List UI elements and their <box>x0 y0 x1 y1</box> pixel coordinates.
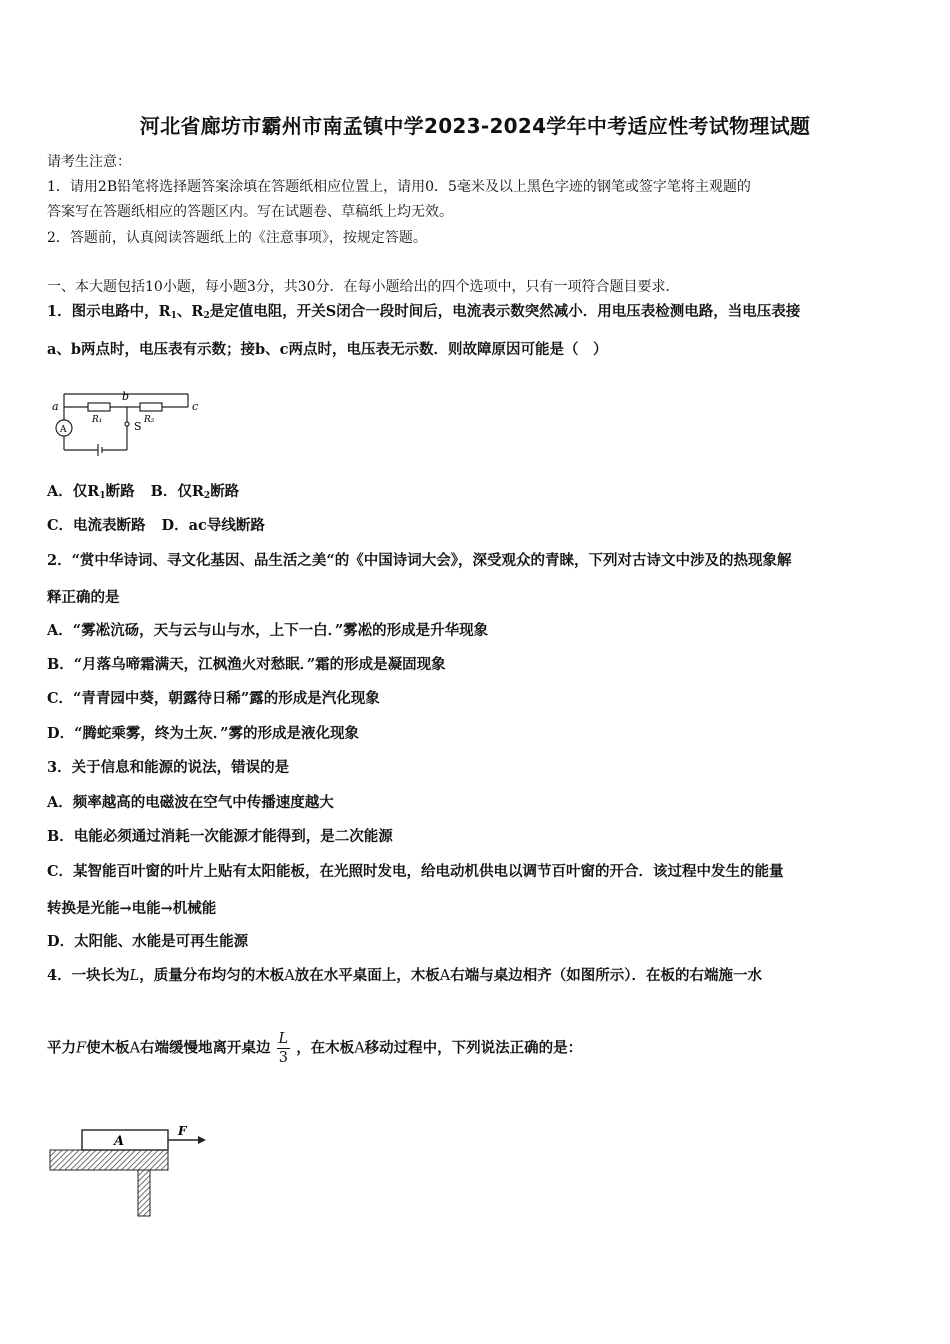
q2-option-d: D．“腾蛇乘雾，终为土灰．”雾的形成是液化现象 <box>47 725 360 742</box>
q3-option-c: C．某智能百叶窗的叶片上贴有太阳能板，在光照时发电，给电动机供电以调节百叶窗的开合．该过程中发生的能量 <box>47 863 784 880</box>
q1-circuit-diagram <box>50 386 210 456</box>
force-label: F <box>178 1124 187 1138</box>
q1-stem-line2: a、b两点时，电压表有示数；接b、c两点时，电压表无示数．则故障原因可能是（ ） <box>47 341 608 358</box>
q2-option-c: C．“青青园中葵，朝露待日稀”露的形成是汽化现象 <box>47 690 380 707</box>
section-heading: 一、本大题包括10小题，每小题3分，共30分．在每小题给出的四个选项中，只有一项符合题目要求． <box>47 279 680 295</box>
q1-option-ab: A．仅$R_1$断路 B．仅$R_2$断路 <box>47 483 240 501</box>
r1-label: R₁ <box>92 415 103 425</box>
q3-option-b: B．电能必须通过消耗一次能源才能得到，是二次能源 <box>47 828 393 845</box>
q2-stem: 2．“赏中华诗词、寻文化基因、品生活之美“的《中国诗词大会》，深受观众的青睐，下列对古诗文中涉及的热现象解 <box>47 552 792 569</box>
page-title: 河北省廊坊市霸州市南孟镇中学2023-2024学年中考适应性考试物理试题 <box>139 114 811 138</box>
fraction-l-over-3: $\frac{L}{3}$ <box>278 1031 289 1066</box>
q3-option-d: D．太阳能、水能是可再生能源 <box>47 933 249 950</box>
r2-label: R₂ <box>144 415 155 425</box>
q3-option-c-line2: 转换是光能→电能→机械能 <box>47 900 217 917</box>
notice-line-1: 1．请用2B铅笔将选择题答案涂填在答题纸相应位置上，请用0．5毫米及以上黑色字迹的钢笔或签字笔将主观题的 <box>47 179 751 195</box>
q3-option-a: A．频率越高的电磁波在空气中传播速度越大 <box>47 794 334 811</box>
arrow-right-icon <box>198 1136 206 1144</box>
q1-stem: 1．图示电路中，$R_1$、$R_2$是定值电阻，开关S闭合一段时间后，电流表示数突然减小．用电压表检测电路，当电压表接 <box>47 303 801 321</box>
q2-option-b: B．“月落乌啼霜满天，江枫渔火对愁眠．”霜的形成是凝固现象 <box>47 656 446 673</box>
board-label: A <box>114 1134 125 1149</box>
q4-stem: 4．一块长为L，质量分布均匀的木板A放在水平桌面上，木板A右端与桌边相齐（如图所示）．在板的右端施一水 <box>47 967 762 984</box>
notice-line-1b: 答案写在答题纸相应的答题区内。写在试题卷、草稿纸上均无效。 <box>47 204 453 220</box>
node-label-b: b <box>122 390 130 403</box>
q2-stem-line2: 释正确的是 <box>47 589 120 606</box>
switch-label: S <box>134 420 142 433</box>
ammeter-icon: A <box>60 425 67 435</box>
q1-option-cd: C．电流表断路 D．ac导线断路 <box>47 517 265 534</box>
q4-stem-line2: 平力F使木板A右端缓慢地离开桌边 $\frac{L}{3}$ ，在木板A移动过程中，下列说法正确的是： <box>47 1031 583 1066</box>
q2-option-a: A．“雾凇沆砀，天与云与山与水，上下一白．”雾凇的形成是升华现象 <box>47 622 489 639</box>
notice-line-2: 2．答题前，认真阅读答题纸上的《注意事项》，按规定答题。 <box>47 230 427 246</box>
q3-stem: 3．关于信息和能源的说法，错误的是 <box>47 759 290 776</box>
notice-heading: 请考生注意： <box>47 154 131 170</box>
q4-board-diagram <box>48 1124 218 1219</box>
node-label-a: a <box>52 400 59 413</box>
node-label-c: c <box>192 400 199 413</box>
